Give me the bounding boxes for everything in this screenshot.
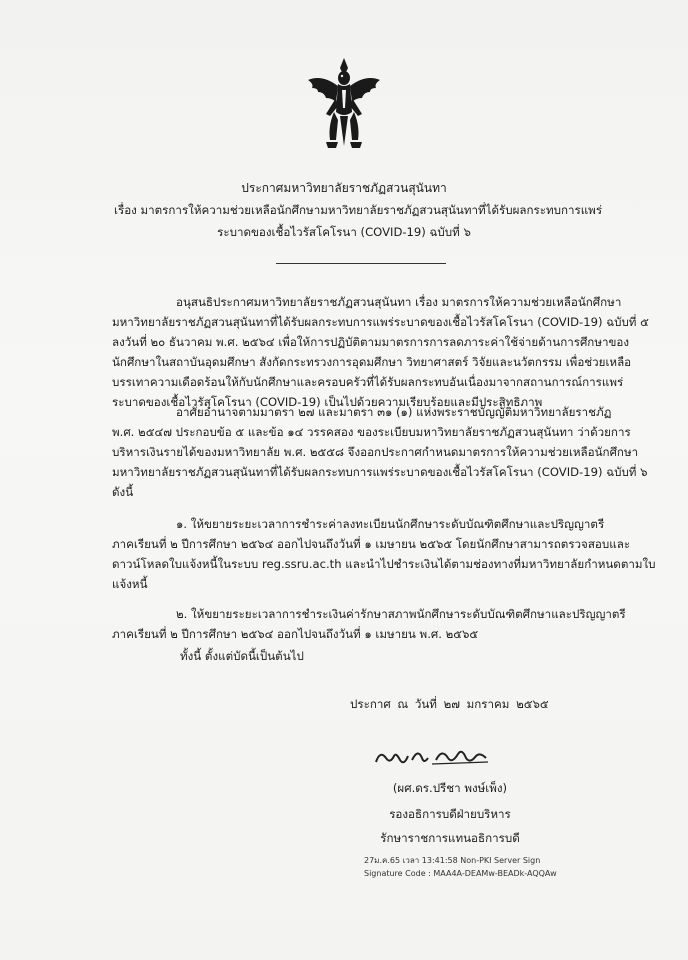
signer-title: รองอธิการบดีฝ่ายบริหาร (389, 807, 511, 821)
effective-clause (180, 646, 304, 666)
subject-line: เรื่อง มาตรการให้ความช่วยเหลือนักศึกษามหาวิทยาลัยราชภัฏสวนสุนันทาที่ได้รับผลกระทบการแพร่ (114, 203, 603, 217)
text-line: อนุสนธิประกาศมหาวิทยาลัยราชภัฏสวนสุนันทา เรื่อง มาตรการให้ความช่วยเหลือนักศึกษา (176, 295, 622, 309)
text-line: แจ้งหนี้ (112, 577, 148, 591)
text-line: ภาคเรียนที่ ๒ ปีการศึกษา ๒๕๖๔ ออกไปจนถึงวันที่ ๑ เมษายน ๒๕๖๕ โดยนักศึกษาสามารถตรวจสอบและ (112, 537, 631, 551)
measure-item-2 (112, 604, 626, 644)
esign-timestamp: 27ม.ค.65 เวลา 13:41:58 Non-PKI Server Sign (364, 856, 541, 865)
garuda-emblem-icon (304, 54, 384, 154)
text-line: อาศัยอำนาจตามมาตรา ๒๗ และมาตรา ๓๑ (๑) แห่งพระราชบัญญัติมหาวิทยาลัยราชภัฏ (176, 405, 612, 419)
text-line: มหาวิทยาลัยราชภัฏสวนสุนันทาที่ได้รับผลกระทบการแพร่ระบาดของเชื้อไวรัสโคโรนา (COVID-19) ฉบับที่ ๖ (112, 465, 648, 479)
divider (276, 263, 446, 264)
text-line: ดาวน์โหลดใบแจ้งหนี้ในระบบ reg.ssru.ac.th และนำไปชำระเงินได้ตามช่องทางที่มหาวิทยาลัยกำหนดตามใบ (112, 557, 656, 571)
text-line: พ.ศ. ๒๕๔๗ ประกอบข้อ ๕ และข้อ ๑๔ วรรคสอง ของระเบียบมหาวิทยาลัยราชภัฏสวนสุนันทา ว่าด้วยการ (112, 425, 631, 439)
text-line: ระบาดของเชื้อไวรัสโคโรนา (COVID-19) เป็นไปด้วยความเรียบร้อยและมีประสิทธิภาพ (112, 395, 543, 409)
paragraph-authority (112, 402, 648, 502)
text-line: บริหารเงินรายได้ของมหาวิทยาลัย พ.ศ. ๒๕๕๘ จึงออกประกาศกำหนดมาตรการให้ความช่วยเหลือนักศึกษา (112, 445, 639, 459)
text-line: ๒. ให้ขยายระยะเวลาการชำระเงินค่ารักษาสภาพนักศึกษาระดับบัณฑิตศึกษาและปริญญาตรี (176, 607, 626, 621)
text-line: มหาวิทยาลัยราชภัฏสวนสุนันทาที่ได้รับผลกระทบการแพร่ระบาดของเชื้อไวรัสโคโรนา (COVID-19) ฉบับที่ ๕ (112, 315, 649, 329)
signer-acting-title: รักษาราชการแทนอธิการบดี (380, 831, 520, 845)
handwritten-signature (372, 742, 492, 770)
subject-line: ระบาดของเชื้อไวรัสโคโรนา (COVID-19) ฉบับที่ ๖ (217, 225, 471, 239)
text-line: บรรเทาความเดือดร้อนให้กับนักศึกษาและครอบครัวที่ได้รับผลกระทบอันเนื่องมาจากสถานการณ์การแพร่ (112, 375, 624, 389)
esign-code: Signature Code : MAA4A-DEAMw-BEADk-AQQAw (364, 869, 557, 878)
text-line: ๑. ให้ขยายระยะเวลาการชำระค่าลงทะเบียนนักศึกษาระดับบัณฑิตศึกษาและปริญญาตรี (176, 517, 605, 531)
text-line: ดังนี้ (112, 485, 134, 499)
text-line: นักศึกษาในสถาบันอุดมศึกษา สังกัดกระทรวงการอุดมศึกษา วิทยาศาสตร์ วิจัยและนวัตกรรม เพื่อช่วยเหลือ (112, 355, 632, 369)
text-line: ทั้งนี้ ตั้งแต่บัดนี้เป็นต้นไป (180, 649, 304, 663)
measure-item-1 (112, 514, 656, 594)
paragraph-background (112, 292, 649, 412)
text-line: ภาคเรียนที่ ๒ ปีการศึกษา ๒๕๖๔ ออกไปจนถึงวันที่ ๑ เมษายน พ.ศ. ๒๕๖๕ (112, 627, 479, 641)
text-line: ลงวันที่ ๒๐ ธันวาคม พ.ศ. ๒๕๖๔ เพื่อให้การปฏิบัติตามมาตรการการลดภาระค่าใช้จ่ายด้านการศึกษาของ (112, 335, 630, 349)
announcement-title: ประกาศมหาวิทยาลัยราชภัฏสวนสุนันทา (241, 181, 447, 195)
signer-name: (ผศ.ดร.ปรีชา พงษ์เพ็ง) (392, 781, 508, 795)
announced-date: ประกาศ ณ วันที่ ๒๗ มกราคม ๒๕๖๕ (350, 697, 549, 711)
